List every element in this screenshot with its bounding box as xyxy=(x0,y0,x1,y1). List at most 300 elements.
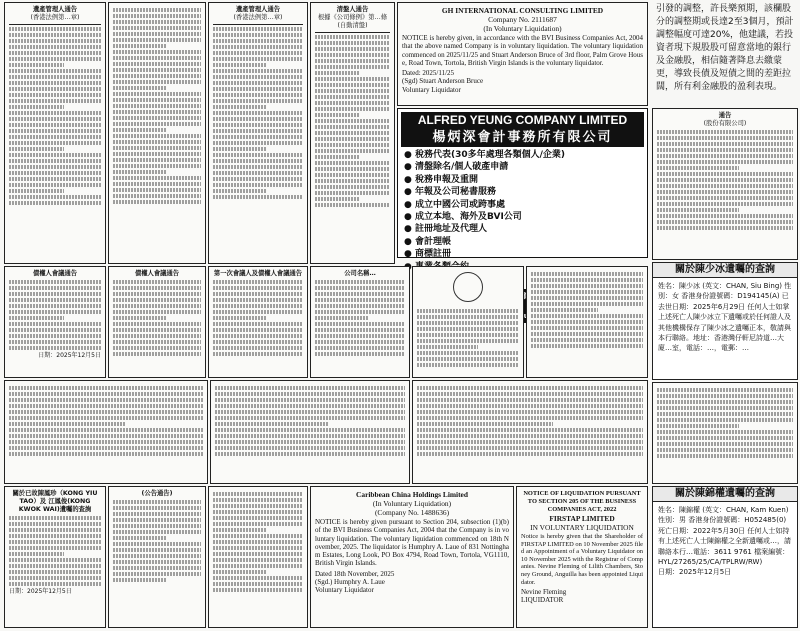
text-line xyxy=(315,191,390,195)
will-enquiry-chan-siu-bing xyxy=(652,262,798,380)
text-line xyxy=(657,148,793,152)
text-line xyxy=(213,504,303,508)
text-line xyxy=(315,292,405,296)
text-line xyxy=(9,298,101,302)
text-line xyxy=(9,153,101,157)
text-line xyxy=(113,92,201,96)
text-line xyxy=(213,195,303,199)
text-line xyxy=(657,202,793,206)
notice-title: 債權人會議通告 xyxy=(32,270,78,277)
notice-body xyxy=(657,130,793,230)
text-line xyxy=(213,189,267,193)
text-line xyxy=(113,56,201,60)
notice-body xyxy=(213,27,303,199)
service-item: ● 商標註冊 xyxy=(404,249,451,260)
text-line xyxy=(657,448,793,452)
text-line xyxy=(315,161,390,165)
notice-body xyxy=(113,8,201,204)
text-line xyxy=(113,334,201,338)
text-line xyxy=(113,304,201,308)
text-line xyxy=(315,53,390,57)
text-line xyxy=(417,363,519,367)
text-line xyxy=(215,410,405,414)
text-line xyxy=(213,117,303,121)
text-line xyxy=(9,398,203,402)
creditors-meeting-2 xyxy=(108,266,206,378)
text-line xyxy=(657,454,793,458)
creditors-meeting-3 xyxy=(208,266,308,378)
text-line xyxy=(9,570,101,574)
text-line xyxy=(213,159,303,163)
enquiry-body: 姓名：陳少冰 (英文：CHAN, Siu Bing) 性別：女 香港身份證號碼：D194145(A) 已去世日期：2025年6月29日 任何人士如掌上述死亡人陳少冰立下遺囑或於任何證人及其他機構保存了陳少冰之遺囑正本，敬請與本行聯絡。地址：香港灣仔軒尼詩道…大廈…室，電話：…，電郵：… xyxy=(658,282,792,353)
text-line xyxy=(9,75,101,79)
notice-body: NOTICE is hereby given, in accordance with the BVI Business Companies Act, 2004 that the above named Company is in voluntary liquidation. The voluntary liquidation commenced on 2025/11/25 and Stuart Anderson Bruce of 3rd floor, Palm Grove House, Road Town, Tortola, British Virgin Islands is the voluntary liquidator. xyxy=(402,34,643,67)
notice-mid-lower-2 xyxy=(210,380,410,484)
text-line xyxy=(9,304,101,308)
notice-body xyxy=(113,500,201,582)
text-line xyxy=(417,416,643,420)
text-line xyxy=(113,134,201,138)
text-line xyxy=(113,340,201,344)
text-line xyxy=(417,339,519,343)
text-line xyxy=(215,404,405,408)
text-line xyxy=(657,160,793,164)
text-line xyxy=(9,63,64,67)
text-line xyxy=(113,8,201,12)
text-line xyxy=(657,412,793,416)
creditors-meeting-1 xyxy=(4,266,106,378)
notice-body xyxy=(315,280,405,356)
text-line xyxy=(657,196,793,200)
text-line xyxy=(9,416,203,420)
text-line xyxy=(113,194,201,198)
text-line xyxy=(315,179,390,183)
text-line xyxy=(531,296,643,300)
text-line xyxy=(657,208,739,212)
text-line xyxy=(113,140,201,144)
text-line xyxy=(315,155,360,159)
text-line xyxy=(531,338,643,342)
text-line xyxy=(417,392,643,396)
text-line xyxy=(213,147,267,151)
text-line xyxy=(315,322,405,326)
text-line xyxy=(215,422,329,426)
text-line xyxy=(213,310,303,314)
text-line xyxy=(9,386,203,390)
text-line xyxy=(9,69,101,73)
notice-body xyxy=(417,309,519,367)
text-line xyxy=(113,38,201,42)
enquiry-title: 關於陳錦權遺囑的查詢 xyxy=(653,487,797,502)
text-line xyxy=(113,346,201,350)
text-line xyxy=(215,398,405,402)
text-line xyxy=(9,51,101,55)
text-line xyxy=(113,122,201,126)
text-line xyxy=(315,65,390,69)
notice-title: 第一次會議人及債權人會議通告 xyxy=(213,270,303,277)
text-line xyxy=(9,39,101,43)
text-line xyxy=(9,422,125,426)
text-line xyxy=(315,310,405,314)
text-line xyxy=(417,345,478,349)
text-line xyxy=(213,304,303,308)
estate-notice-1 xyxy=(4,2,106,264)
liquidator-notice-zh xyxy=(310,2,395,264)
enquiry-title: 關於陳少冰遺囑的查詢 xyxy=(653,263,797,278)
text-line xyxy=(213,576,303,580)
text-line xyxy=(9,27,101,31)
notice-title: 通告 xyxy=(718,112,732,119)
company-status: IN VOLUNTARY LIQUIDATION xyxy=(530,523,634,532)
text-line xyxy=(213,51,303,55)
text-line xyxy=(213,352,303,356)
notice-title: 清盤人通告 xyxy=(336,6,369,13)
company-seal-icon xyxy=(453,272,483,302)
text-line xyxy=(315,286,405,290)
gh-international-notice xyxy=(397,2,648,106)
text-line xyxy=(9,135,101,139)
text-line xyxy=(9,286,101,290)
text-line xyxy=(213,540,303,544)
text-line xyxy=(657,436,793,440)
text-line xyxy=(213,171,303,175)
text-line xyxy=(315,328,405,332)
text-line xyxy=(315,149,390,153)
notice-body xyxy=(9,516,101,586)
text-line xyxy=(113,98,201,102)
text-line xyxy=(657,166,739,170)
text-line xyxy=(213,498,303,502)
text-line xyxy=(213,564,303,568)
text-line xyxy=(531,290,643,294)
text-line xyxy=(9,123,101,127)
notice-subtitle: (股份有限公司) xyxy=(703,120,747,127)
text-line xyxy=(9,534,101,538)
text-line xyxy=(657,400,793,404)
text-line xyxy=(113,176,201,180)
text-line xyxy=(9,292,101,296)
text-line xyxy=(531,272,643,276)
text-line xyxy=(9,434,203,438)
text-line xyxy=(315,47,390,51)
text-line xyxy=(9,310,101,314)
text-line xyxy=(417,351,519,355)
company-status: (In Voluntary Liquidation) xyxy=(372,499,452,508)
text-line xyxy=(9,316,64,320)
will-enquiry-chan-kam-kuen xyxy=(652,486,798,628)
text-line xyxy=(657,190,793,194)
text-line xyxy=(113,80,201,84)
text-line xyxy=(315,334,405,338)
text-line xyxy=(9,111,101,115)
text-line xyxy=(315,131,390,135)
text-line xyxy=(531,284,643,288)
text-line xyxy=(315,71,360,75)
notice-body xyxy=(9,27,101,205)
text-line xyxy=(417,357,519,361)
text-line xyxy=(657,172,793,176)
text-line xyxy=(657,418,793,422)
notice-bottom-2 xyxy=(108,486,206,628)
text-line xyxy=(215,386,405,390)
text-line xyxy=(113,110,201,114)
text-line xyxy=(9,582,101,586)
text-line xyxy=(113,506,201,510)
text-line xyxy=(113,518,201,522)
text-line xyxy=(9,322,101,326)
text-line xyxy=(213,528,267,532)
company-name-en: ALFRED YEUNG COMPANY LIMITED xyxy=(401,112,644,129)
text-line xyxy=(657,406,793,410)
text-line xyxy=(315,89,390,93)
text-line xyxy=(9,446,203,450)
text-line xyxy=(213,111,303,115)
text-line xyxy=(213,81,303,85)
text-line xyxy=(113,68,201,72)
text-line xyxy=(215,416,405,420)
text-line xyxy=(213,33,303,37)
text-line xyxy=(213,129,303,133)
text-line xyxy=(113,286,201,290)
text-line xyxy=(657,394,793,398)
text-line xyxy=(213,99,303,103)
service-item: ● 會計理帳 xyxy=(404,236,451,247)
text-line xyxy=(113,298,201,302)
text-line xyxy=(315,298,405,302)
company-name: Caribbean China Holdings Limited xyxy=(356,490,468,499)
text-line xyxy=(531,302,643,306)
text-line xyxy=(9,428,203,432)
text-line xyxy=(113,542,201,546)
text-line xyxy=(213,141,303,145)
text-line xyxy=(213,516,303,520)
enquiry-body: 姓名：陳錦權 (英文：CHAN, Kam Kuen) 性別：男 香港身份證號碼：H052485(0) 死亡日期：2022年5月30日 任何人士如持有上述死亡人士陳錦權之全新遺囑或…，請聯絡本行…電話：3611 9761 檔案編號：HYL/27265/25/CA/TPLRW/RW) xyxy=(658,506,791,567)
text-line xyxy=(315,77,390,81)
text-line xyxy=(9,159,101,163)
notice-date: 日期：2025年12月5日 xyxy=(38,352,101,359)
text-line xyxy=(213,340,303,344)
notice-title: 遺產管理人通告 xyxy=(32,6,78,13)
text-line xyxy=(213,165,303,169)
service-item: ● 年報及公司秘書服務 xyxy=(404,187,496,198)
alfred-yeung-advertisement xyxy=(397,108,648,258)
text-line xyxy=(9,280,101,284)
text-line xyxy=(9,440,203,444)
text-line xyxy=(113,566,201,570)
notice-note: (自動清盤) xyxy=(337,22,368,29)
text-line xyxy=(657,442,793,446)
dated: Dated: 2025/11/25 xyxy=(402,69,455,78)
will-enquiry-kong xyxy=(4,486,106,628)
company-number: (Company No. 1488636) xyxy=(374,508,450,517)
text-line xyxy=(417,422,553,426)
signer-role: Voluntary Liquidator xyxy=(402,85,461,94)
text-line xyxy=(213,546,303,550)
company-name: FIRSTAP LIMITED xyxy=(549,514,615,523)
text-line xyxy=(9,201,101,205)
service-item: ● 清盤除名/個人破產申請 xyxy=(404,162,509,173)
text-line xyxy=(113,170,166,174)
signature: (Sgd) Stuart Anderson Bruce xyxy=(402,77,484,86)
text-line xyxy=(213,534,303,538)
text-line xyxy=(113,26,201,30)
text-line xyxy=(315,35,390,39)
text-line xyxy=(657,226,793,230)
text-line xyxy=(9,552,64,556)
text-line xyxy=(657,136,793,140)
text-line xyxy=(417,398,643,402)
service-item: ● 稅務申報及重開 xyxy=(404,174,478,185)
notice-body xyxy=(9,280,101,350)
text-line xyxy=(213,346,303,350)
notice-subtitle: 根據《公司條例》第…條 xyxy=(317,14,388,21)
text-line xyxy=(9,195,101,199)
text-line xyxy=(9,33,101,37)
text-line xyxy=(9,171,101,175)
text-line xyxy=(315,197,360,201)
text-line xyxy=(213,588,303,592)
service-item: ● 稅務代表(30多年處理各類個人/企業) xyxy=(404,150,566,160)
firstap-notice xyxy=(516,486,648,628)
text-line xyxy=(113,578,166,582)
text-line xyxy=(417,321,519,325)
notice-title: 關於已故陳鳳珍（KONG YIU TAO）及 江鳳俊(KONG KWOK WAI)遺囑的查詢 xyxy=(12,490,98,513)
text-line xyxy=(315,101,390,105)
text-line xyxy=(315,346,405,350)
text-line xyxy=(531,314,643,318)
article-text: 引發的調整，許長樂預期，該欄股分的調整期或長達2至3個月，預計調整幅度可達20%，他建議，若投資者現下規股股可留意當地的銀行及金融股，相信隨著降息去繳蒙更，導致長債及短債之間的差距拉闊，所有利金融股的盈利表現。 xyxy=(656,4,794,92)
text-line xyxy=(113,62,201,66)
text-line xyxy=(113,310,201,314)
text-line xyxy=(9,105,64,109)
text-line xyxy=(213,135,303,139)
company-number: Company No. 2111687 xyxy=(488,15,557,24)
text-line xyxy=(9,410,203,414)
text-line xyxy=(213,93,303,97)
text-line xyxy=(213,298,303,302)
signer-role: LIQUIDATOR xyxy=(521,596,564,605)
text-line xyxy=(315,143,390,147)
text-line xyxy=(113,146,201,150)
text-line xyxy=(657,142,793,146)
text-line xyxy=(213,57,303,61)
text-line xyxy=(417,452,643,456)
text-line xyxy=(9,528,101,532)
signature: Nevine Fleming xyxy=(521,588,567,597)
text-line xyxy=(315,113,360,117)
text-line xyxy=(213,334,303,338)
notice-title: 債權人會議通告 xyxy=(134,270,180,277)
text-line xyxy=(417,327,519,331)
notice-header: NOTICE OF LIQUIDATION PURSUANT TO SECTION 205 OF THE BUSINESS COMPANIES ACT, 2022 xyxy=(523,490,641,513)
text-line xyxy=(215,440,405,444)
text-line xyxy=(215,428,405,432)
text-line xyxy=(9,57,101,61)
text-line xyxy=(417,404,643,408)
text-line xyxy=(215,392,405,396)
notice-body xyxy=(215,386,405,456)
text-line xyxy=(9,93,101,97)
company-status: (In Voluntary Liquidation) xyxy=(483,24,562,33)
text-line xyxy=(9,183,101,187)
text-line xyxy=(215,452,405,456)
text-line xyxy=(113,104,201,108)
text-line xyxy=(113,524,201,528)
text-line xyxy=(9,141,101,145)
text-line xyxy=(213,552,303,556)
text-line xyxy=(657,178,793,182)
text-line xyxy=(113,188,201,192)
text-line xyxy=(213,292,303,296)
notice-bottom-3 xyxy=(208,486,308,628)
text-line xyxy=(9,540,101,544)
text-line xyxy=(9,522,101,526)
text-line xyxy=(113,164,201,168)
text-line xyxy=(113,32,201,36)
text-line xyxy=(9,558,101,562)
text-line xyxy=(113,158,201,162)
text-line xyxy=(315,137,390,141)
text-line xyxy=(315,185,390,189)
text-line xyxy=(9,87,101,91)
text-line xyxy=(315,280,405,284)
text-line xyxy=(213,45,303,49)
text-line xyxy=(113,50,201,54)
text-line xyxy=(315,316,369,320)
text-line xyxy=(9,404,203,408)
text-line xyxy=(213,183,303,187)
text-line xyxy=(213,492,303,496)
notice-body xyxy=(213,280,303,356)
text-line xyxy=(531,344,643,348)
text-line xyxy=(315,83,390,87)
text-line xyxy=(213,75,303,79)
text-line xyxy=(113,554,201,558)
text-line xyxy=(9,340,101,344)
notice-body xyxy=(531,272,643,348)
text-line xyxy=(9,576,101,580)
signer-role: Voluntary Liquidator xyxy=(315,586,374,595)
text-line xyxy=(113,352,201,356)
text-line xyxy=(113,128,166,132)
text-line xyxy=(213,570,267,574)
text-line xyxy=(213,582,303,586)
text-line xyxy=(417,434,643,438)
dated: Dated 18th November, 2025 xyxy=(315,569,395,578)
text-line xyxy=(657,424,739,428)
text-line xyxy=(531,308,598,312)
text-line xyxy=(417,333,519,337)
text-line xyxy=(417,428,643,432)
text-line xyxy=(9,546,101,550)
notice-body xyxy=(657,388,793,458)
text-line xyxy=(657,130,793,134)
text-line xyxy=(315,95,390,99)
text-line xyxy=(213,522,303,526)
notice-title: 公司名稱… xyxy=(344,270,376,277)
text-line xyxy=(113,152,201,156)
notice-subtitle: (香港法例第…章) xyxy=(233,14,283,21)
service-item: ● 成立中國公司或跨事處 xyxy=(404,199,505,210)
text-line xyxy=(417,410,643,414)
text-line xyxy=(417,309,519,313)
text-line xyxy=(113,572,201,576)
text-line xyxy=(9,564,101,568)
text-line xyxy=(9,334,101,338)
text-line xyxy=(213,123,303,127)
text-line xyxy=(213,558,303,562)
text-line xyxy=(113,182,201,186)
